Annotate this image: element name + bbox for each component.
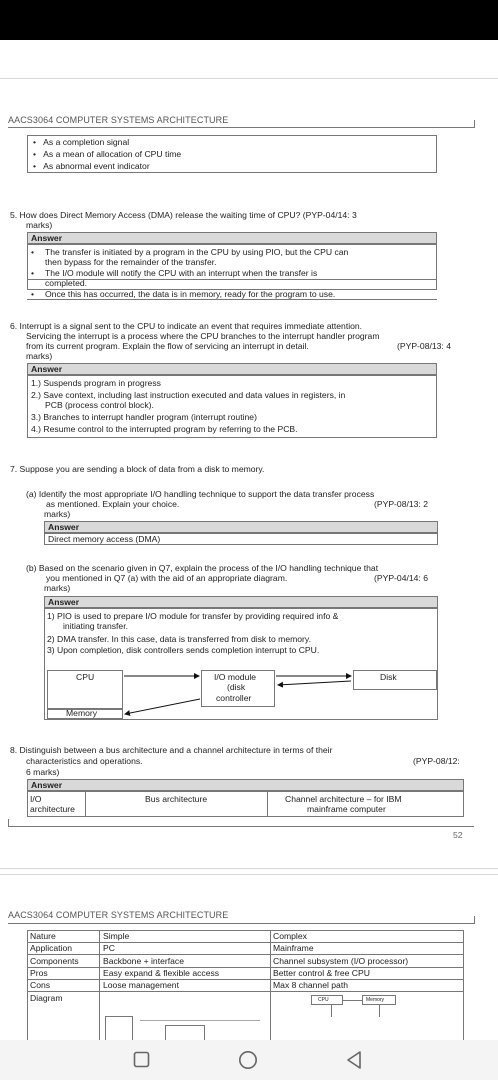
q8-text-1: 8. Distinguish between a bus architecture and a channel architecture in terms of their	[10, 745, 333, 755]
diagram-arrows	[0, 660, 498, 720]
q5-bullet-1: •	[31, 247, 35, 257]
diagram-cpu-label: CPU	[76, 672, 95, 682]
q7a-text-3: marks)	[44, 509, 71, 519]
q5-bullet-2-line-1: The I/O module will notify the CPU with an interrupt when the transfer is	[45, 268, 318, 278]
q7b-text-1: (b) Based on the scenario given in Q7, explain the process of the I/O handling technique that	[26, 563, 379, 573]
table-cell-bus: PC	[103, 943, 115, 953]
q6-step-2-line-1: 2.) Save context, including last instruction executed and data values in registers, in	[31, 390, 346, 400]
table-cell-channel: Better control & free CPU	[273, 968, 370, 978]
q7b-ref: (PYP-04/14: 6	[374, 573, 428, 583]
prev-bullet-1: • As a completion signal	[33, 137, 130, 147]
q6-step-3: 3.) Branches to interrupt handler program (interrupt routine)	[31, 412, 257, 422]
q7b-text-2: you mentioned in Q7 (a) with the aid of an appropriate diagram.	[46, 573, 288, 583]
footer-rule-tick	[8, 819, 9, 827]
table-row-rule	[27, 967, 464, 968]
mini-memory-label: Memory	[366, 997, 385, 1003]
q6-text-4: marks)	[26, 351, 53, 361]
recents-icon[interactable]	[133, 1051, 150, 1068]
q5-bullet-1-line-2: then bypass for the remainder of the transfer.	[45, 257, 217, 267]
table-row-rule	[27, 942, 464, 943]
q5-answer-bottom	[27, 299, 437, 300]
table-cell-channel: Max 8 channel path	[273, 980, 349, 990]
table-cell-channel: Complex	[273, 931, 307, 941]
table-cell-channel: Mainframe	[273, 943, 314, 953]
q7a-answer: Direct memory access (DMA)	[48, 534, 161, 544]
q8-channel-header-2: mainframe computer	[307, 804, 386, 814]
q8-text-2: characteristics and operations.	[26, 756, 143, 766]
page-gap-bottom	[0, 874, 498, 875]
page-divider	[0, 78, 498, 79]
mini-bus-line	[140, 1020, 260, 1021]
table-row-label: Application	[30, 943, 73, 953]
q6-text-2: Servicing the interrupt is a process where the CPU branches to the interrupt handler program	[26, 331, 380, 341]
q8-answer-label: Answer	[27, 779, 464, 791]
q8-ref: (PYP-08/12:	[413, 756, 460, 766]
table-cell-bus: Easy expand & flexible access	[103, 968, 220, 978]
q8-row-label-2: architecture	[30, 804, 75, 814]
back-icon[interactable]	[345, 1050, 363, 1070]
table-cell-bus: Loose management	[103, 980, 179, 990]
header-rule	[8, 127, 474, 128]
page2-header-rule-tick	[474, 916, 475, 924]
q5-bullet-2: •	[31, 268, 35, 278]
q7b-text-3: marks)	[44, 583, 71, 593]
page-gap-top	[0, 868, 498, 869]
q7b-answer-label: Answer	[44, 596, 438, 608]
q5-bullet-3: •	[31, 289, 35, 299]
table-row-label: Nature	[30, 931, 56, 941]
arrow-disk-to-io	[278, 681, 351, 685]
q7a-text-2: as mentioned. Explain your choice.	[46, 499, 180, 509]
mini-bus-box	[105, 1016, 133, 1040]
table-row-rule	[27, 991, 464, 992]
table-cell-bus: Backbone + interface	[103, 956, 184, 966]
q5-text-1: 5. How does Direct Memory Access (DMA) release the waiting time of CPU? (PYP-04/14: 3	[10, 210, 357, 220]
q8-col-divider-1	[85, 791, 86, 817]
q8-bus-header: Bus architecture	[145, 794, 208, 804]
q7a-text-1: (a) Identify the most appropriate I/O handling technique to support the data transfer process	[26, 489, 375, 499]
header-rule-tick	[474, 120, 475, 128]
table-row-label: Components	[30, 956, 79, 966]
q7b-step-1-line-1: 1) PIO is used to prepare I/O module for transfer by providing required info &	[47, 611, 339, 621]
q6-ref: (PYP-08/13: 4	[397, 341, 451, 351]
table-cell-channel: Channel subsystem (I/O processor)	[273, 956, 409, 966]
diagram-io-line-3: controller	[216, 693, 252, 703]
home-icon[interactable]	[238, 1050, 258, 1070]
q6-text-3: from its current program. Explain the flow of servicing an interrupt in detail.	[26, 341, 309, 351]
page2-header: AACS3064 COMPUTER SYSTEMS ARCHITECTURE	[8, 910, 229, 920]
mini-bus-box-2	[165, 1025, 205, 1040]
q8-row-label-1: I/O	[30, 794, 42, 804]
mini-cpu-label: CPU	[318, 997, 329, 1003]
q6-text-1: 6. Interrupt is a signal sent to the CPU to indicate an event that requires immediate attention.	[10, 321, 363, 331]
q5-bullet-3-line-1: Once this has occurred, the data is in memory, ready for the program to use.	[45, 289, 336, 299]
q5-answer-label: Answer	[27, 232, 437, 244]
table-row-rule	[27, 954, 464, 955]
footer-rule	[8, 826, 474, 827]
navigation-bar	[0, 1040, 498, 1080]
q8-text-3: 6 marks)	[26, 767, 60, 777]
page-number: 52	[453, 830, 463, 840]
mini-link-down-1	[331, 1005, 332, 1017]
q6-step-2-line-2: PCB (process control block).	[45, 400, 154, 410]
q7b-step-1-line-2: initiating transfer.	[63, 621, 128, 631]
q6-step-1: 1.) Suspends program in progress	[31, 378, 161, 388]
diagram-io-line-1: I/O module	[214, 672, 257, 682]
q7a-ref: (PYP-08/13: 2	[374, 499, 428, 509]
prev-bullet-2: • As a mean of allocation of CPU time	[33, 149, 182, 159]
arrow-io-to-memory	[125, 699, 200, 714]
diagram-io-line-2: (disk	[227, 682, 246, 692]
table-row-label: Pros	[30, 968, 48, 978]
page-header: AACS3064 COMPUTER SYSTEMS ARCHITECTURE	[8, 115, 229, 125]
q8-channel-header-1: Channel architecture – for IBM	[285, 794, 402, 804]
table-cell-bus: Simple	[103, 931, 130, 941]
q7b-step-3: 3) Upon completion, disk controllers sends completion interrupt to CPU.	[47, 645, 320, 655]
q7-intro: 7. Suppose you are sending a block of data from a disk to memory.	[10, 464, 265, 474]
q7b-step-2: 2) DMA transfer. In this case, data is transferred from disk to memory.	[47, 634, 311, 644]
diagram-memory-label: Memory	[66, 708, 98, 718]
table-row-rule	[27, 979, 464, 980]
comparison-table	[27, 930, 464, 1040]
q8-col-divider-2	[267, 791, 268, 817]
q6-step-4: 4.) Resume control to the interrupted program by referring to the PCB.	[31, 424, 298, 434]
mini-link-down-2	[379, 1005, 380, 1017]
table-row-label: Cons	[30, 980, 51, 990]
prev-bullet-3: • As abnormal event indicator	[33, 161, 150, 171]
page2-header-rule	[8, 923, 474, 924]
table-col-divider-1	[99, 930, 100, 1040]
status-bar	[0, 0, 498, 40]
diagram-disk-label: Disk	[380, 672, 397, 682]
q6-answer-label: Answer	[27, 363, 437, 375]
q5-bullet-1-line-1: The transfer is initiated by a program in the CPU by using PIO, but the CPU can	[45, 247, 349, 257]
mini-link	[343, 1000, 362, 1001]
q5-bullet-2-line-2: completed.	[45, 278, 88, 288]
q7a-answer-label: Answer	[44, 521, 438, 533]
table-col-divider-2	[270, 930, 271, 1040]
q5-text-2: marks)	[26, 220, 53, 230]
table-row-label: Diagram	[30, 993, 63, 1003]
